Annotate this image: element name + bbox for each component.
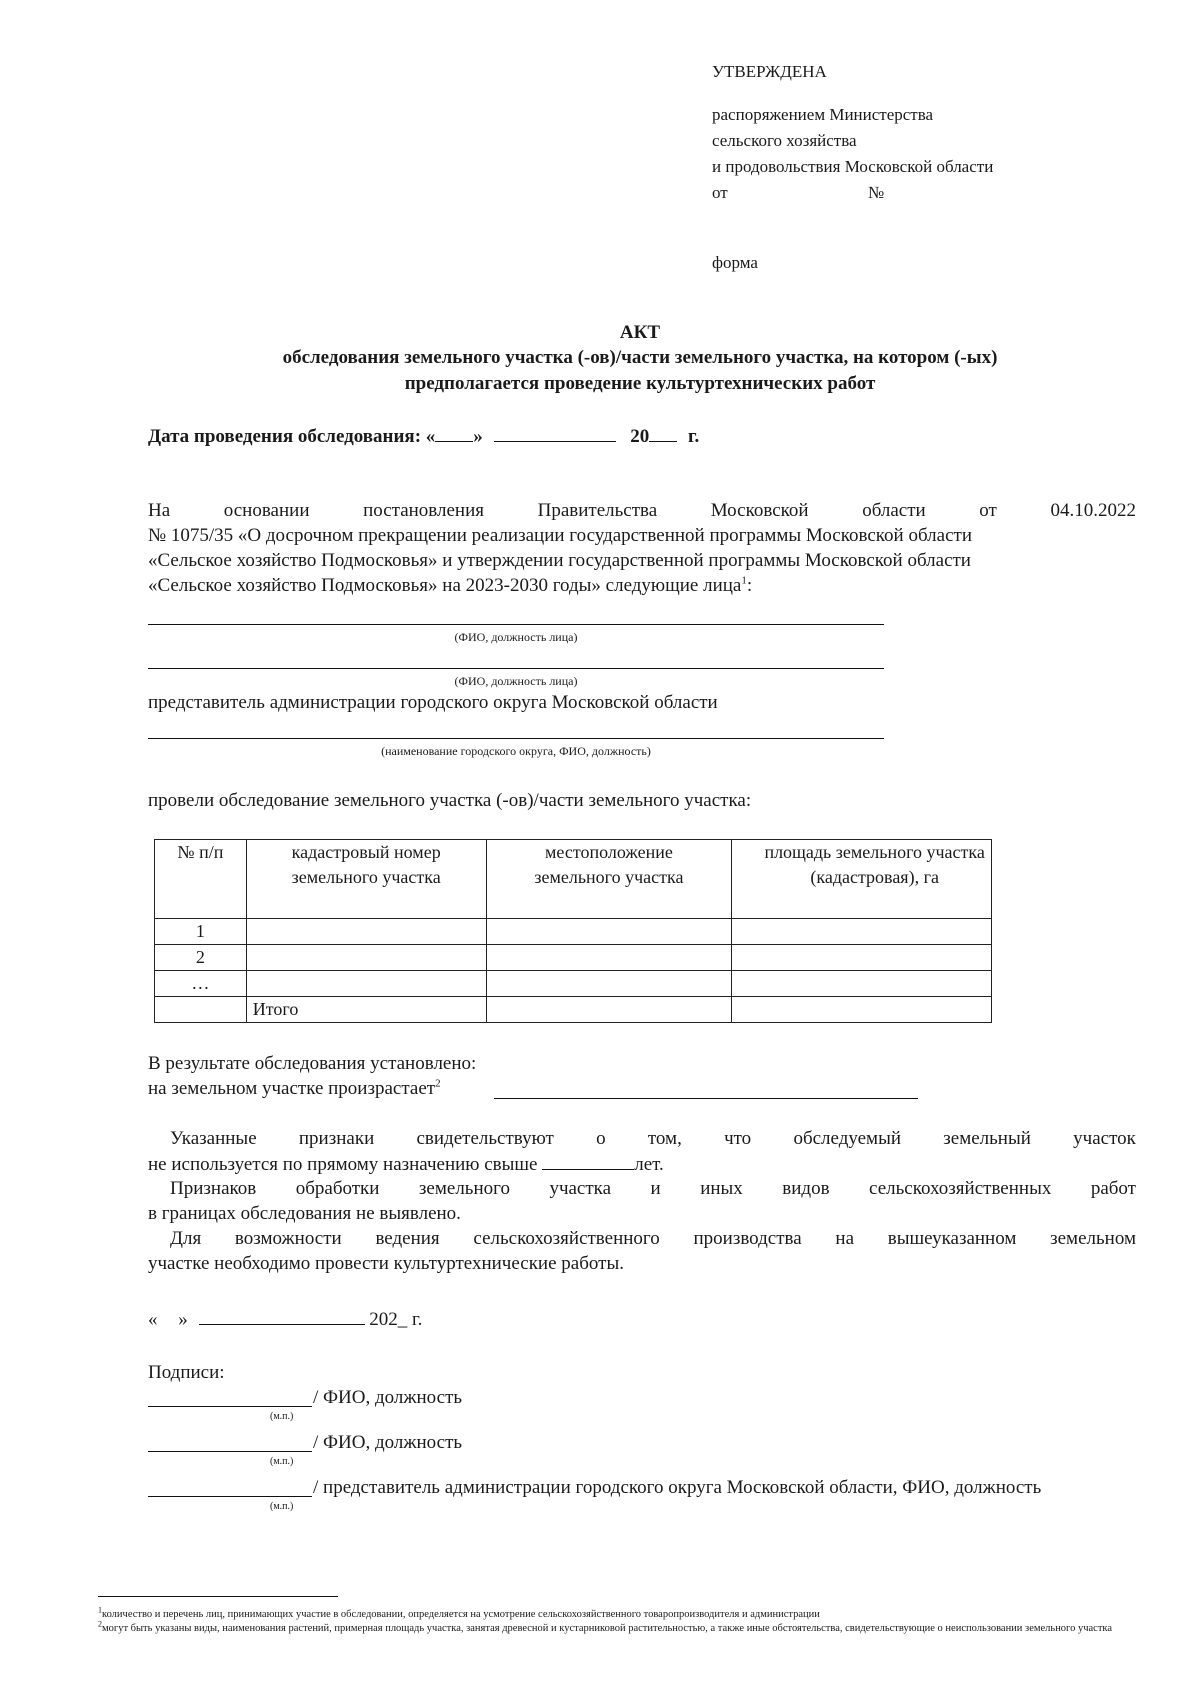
year-field[interactable] <box>649 425 677 442</box>
signature-2-field[interactable] <box>148 1451 312 1452</box>
location-cell[interactable] <box>486 919 732 945</box>
closing-date-month-field[interactable] <box>199 1308 365 1325</box>
stamp-label: (м.п.) <box>270 1411 294 1422</box>
word: Московской <box>710 500 809 521</box>
signatures-label: Подписи: <box>148 1362 225 1383</box>
word: постановления <box>363 500 484 521</box>
result-line-2 <box>148 1078 441 1100</box>
total-label: Итого <box>246 997 486 1023</box>
table-total-row <box>155 997 992 1023</box>
word: свидетельствуют <box>416 1128 554 1149</box>
closing-date-year: 202_ г. <box>369 1309 423 1330</box>
findings-p2-line-1 <box>170 1178 1136 1200</box>
years-label: не используется по прямому назначению свыше <box>148 1154 538 1175</box>
signature-3-text: / представитель администрации городского округа Московской области, ФИО, должность <box>313 1477 1042 1498</box>
title-line-1: обследования земельного участка (-ов)/части земельного участка, на котором (-ых) <box>282 347 998 368</box>
signature-1-field[interactable] <box>148 1406 312 1407</box>
quote-open: « <box>425 426 436 447</box>
stamp-label: (м.п.) <box>270 1501 294 1512</box>
header-location: местоположение земельного участка <box>486 840 732 919</box>
signature-1-text: / ФИО, должность <box>313 1387 463 1408</box>
word: том, <box>647 1128 682 1149</box>
header-area: площадь земельного участка (кадастровая), га <box>732 840 992 919</box>
basis-line-4-text: «Сельское хозяйство Подмосковья» на 2023-2030 годы» следующие лица <box>148 575 742 596</box>
footnote-2-text: могут быть указаны виды, наименования растений, примерная площадь участка, занятая древесной и кустарниковой растительностью, а также иные обстоятельства, свидетельствующие о неиспользовании земельного участка <box>102 1623 1113 1634</box>
word: обработки <box>295 1178 380 1199</box>
word: участок <box>1073 1128 1136 1149</box>
basis-line-4 <box>148 575 752 597</box>
word: Признаков <box>170 1178 257 1199</box>
footnote-2 <box>98 1619 1138 1636</box>
footnote-1-text: количество и перечень лиц, принимающих участие в обследовании, определяется на усмотрение сельскохозяйственного товаропроизводителя и администрации <box>102 1609 820 1620</box>
cadastral-cell[interactable] <box>246 919 486 945</box>
findings-p2-line-2: в границах обследования не выявлено. <box>148 1203 461 1224</box>
footnote-mark-2: 2 <box>98 1619 102 1629</box>
signature-2-text: / ФИО, должность <box>313 1432 463 1453</box>
quote-close: » <box>473 426 483 447</box>
findings-p1-line-2 <box>148 1153 664 1176</box>
vegetation-field[interactable] <box>494 1098 918 1099</box>
location-cell[interactable] <box>486 971 732 997</box>
word: о <box>596 1128 606 1149</box>
table-row <box>155 971 992 997</box>
word: участка <box>549 1178 612 1199</box>
word: признаки <box>298 1128 375 1149</box>
word: Указанные <box>170 1128 257 1149</box>
footnote-mark-1: 1 <box>98 1605 102 1615</box>
quote-open: « <box>148 1309 158 1330</box>
representative-field[interactable] <box>148 738 884 739</box>
word: На <box>148 500 171 521</box>
location-cell[interactable] <box>486 997 732 1023</box>
table-row <box>155 945 992 971</box>
person-1-field[interactable] <box>148 624 884 625</box>
footnote-ref-1: 1 <box>741 574 747 587</box>
quote-close: » <box>178 1309 188 1330</box>
person-2-caption: (ФИО, должность лица) <box>454 674 578 688</box>
area-total-cell[interactable] <box>732 997 992 1023</box>
word: Правительства <box>537 500 658 521</box>
signature-3-field[interactable] <box>148 1496 312 1497</box>
area-cell[interactable] <box>732 919 992 945</box>
word: работ <box>1090 1178 1136 1199</box>
title-main: АКТ <box>619 322 661 343</box>
word: и <box>650 1178 661 1199</box>
person-2-field[interactable] <box>148 668 884 669</box>
approval-line: и продовольствия Московской области <box>712 157 994 176</box>
representative-label: представитель администрации городского округа Московской области <box>148 692 718 713</box>
word: сельскохозяйственных <box>869 1178 1052 1199</box>
area-cell[interactable] <box>732 945 992 971</box>
result-line-1: В результате обследования установлено: <box>148 1053 477 1074</box>
word: земельный <box>943 1128 1031 1149</box>
word: обследуемый <box>793 1128 902 1149</box>
stamp-label: (м.п.) <box>270 1456 294 1467</box>
inspection-date-label: Дата проведения обследования: <box>148 426 422 447</box>
basis-line-3: «Сельское хозяйство Подмосковья» и утверждении государственной программы Московской области <box>148 550 971 571</box>
approval-from-label: от <box>712 183 728 202</box>
row-number: … <box>155 971 247 997</box>
findings-p3-line-2: участке необходимо провести культуртехнические работы. <box>148 1253 624 1274</box>
footnote-1 <box>98 1605 1138 1622</box>
header-cadastral: кадастровый номер земельного участка <box>246 840 486 919</box>
word: основании <box>223 500 310 521</box>
row-number: 2 <box>155 945 247 971</box>
basis-line-2: № 1075/35 «О досрочном прекращении реализации государственной программы Московской области <box>148 525 972 546</box>
word: области <box>862 500 926 521</box>
location-cell[interactable] <box>486 945 732 971</box>
findings-p1-line-1 <box>170 1128 1136 1150</box>
years-field[interactable] <box>542 1153 634 1170</box>
closing-date <box>148 1308 422 1331</box>
table-row <box>155 919 992 945</box>
word: иных <box>700 1178 743 1199</box>
title-line-2: предполагается проведение культуртехнических работ <box>404 373 876 394</box>
cadastral-cell[interactable] <box>246 971 486 997</box>
year-prefix: 20 <box>630 426 650 447</box>
form-label: форма <box>712 253 758 272</box>
approval-number-label: № <box>868 183 885 202</box>
row-number: 1 <box>155 919 247 945</box>
word: земельного <box>418 1178 510 1199</box>
word: что <box>724 1128 752 1149</box>
word: видов <box>782 1178 830 1199</box>
findings-p3-line-1: Для возможности ведения сельскохозяйственного производства на вышеуказанном земельном <box>170 1228 1136 1249</box>
month-field[interactable] <box>494 425 616 442</box>
cadastral-cell[interactable] <box>246 945 486 971</box>
area-cell[interactable] <box>732 971 992 997</box>
word: 04.10.2022 <box>1050 500 1136 521</box>
representative-caption: (наименование городского округа, ФИО, должность) <box>381 744 651 758</box>
grows-label: на земельном участке произрастает <box>148 1078 436 1099</box>
land-plots-table <box>154 839 992 1023</box>
year-suffix: г. <box>688 426 700 447</box>
footnote-ref-2: 2 <box>435 1077 441 1090</box>
years-suffix: лет. <box>634 1154 664 1175</box>
survey-intro: провели обследование земельного участка (-ов)/части земельного участка: <box>148 790 752 811</box>
inspection-date <box>148 425 699 448</box>
basis-line-1 <box>148 500 1136 522</box>
approval-heading: УТВЕРЖДЕНА <box>712 62 827 81</box>
person-1-caption: (ФИО, должность лица) <box>454 630 578 644</box>
word: от <box>979 500 997 521</box>
approval-line: сельского хозяйства <box>712 131 857 150</box>
colon: : <box>746 575 753 596</box>
footnote-separator <box>98 1596 338 1597</box>
day-field[interactable] <box>435 425 473 442</box>
header-number: № п/п <box>155 840 247 919</box>
row-number <box>155 997 247 1023</box>
approval-line: распоряжением Министерства <box>712 105 934 124</box>
table-header-row <box>155 840 992 919</box>
